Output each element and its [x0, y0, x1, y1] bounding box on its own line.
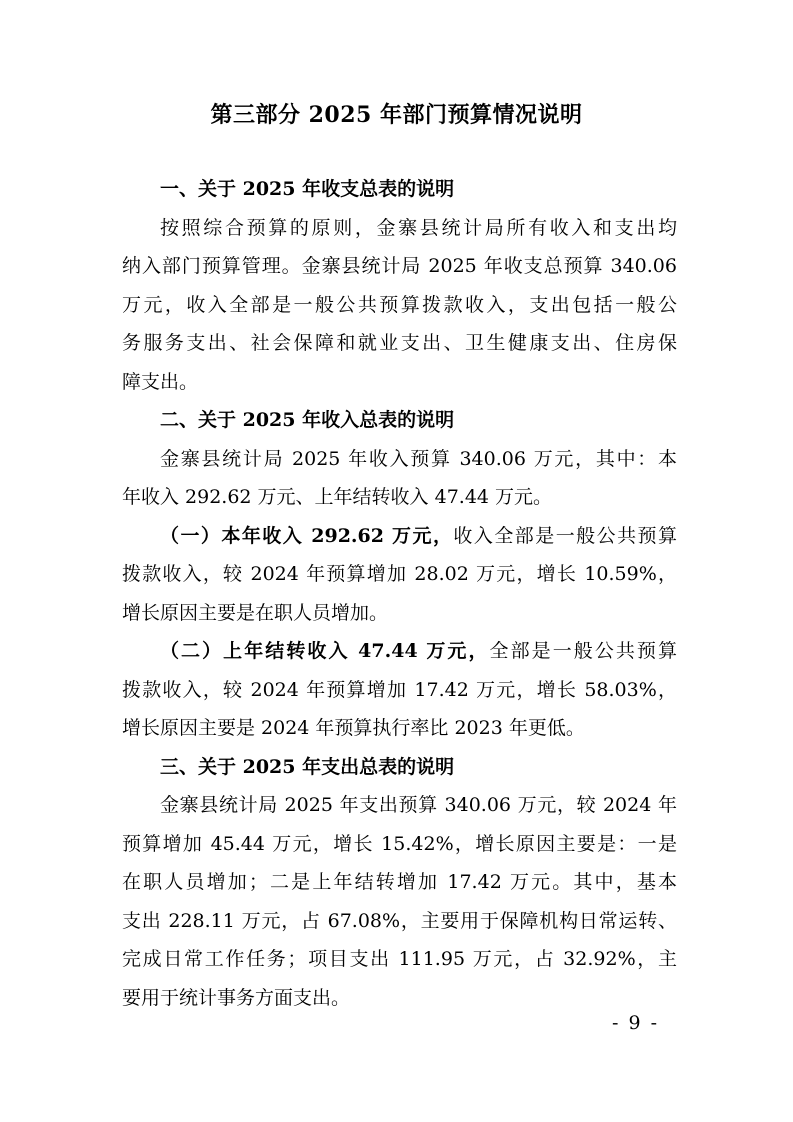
paragraph-line: 在职人员增加；二是上年结转增加 17.42 万元。其中，基本	[122, 871, 677, 893]
paragraph-line: 年收入 292.62 万元、上年结转收入 47.44 万元。	[122, 486, 553, 508]
subsection-label-2: （二）上年结转收入 47.44 万元，	[160, 640, 490, 662]
paragraph-line: 完成日常工作任务；项目支出 111.95 万元，占 32.92%，主	[122, 948, 677, 970]
section-heading-1: 一、关于 2025 年收支总表的说明	[160, 178, 455, 200]
paragraph-line: 纳入部门预算管理。金寨县统计局 2025 年收支总预算 340.06	[122, 255, 677, 277]
paragraph-line: 拨款收入，较 2024 年预算增加 28.02 万元，增长 10.59%，	[122, 563, 677, 585]
subsection-text: 收入全部是一般公共预算	[453, 524, 677, 547]
paragraph-line: 障支出。	[122, 370, 199, 393]
subsection-line-first	[122, 632, 677, 671]
paragraph-line: 金寨县统计局 2025 年收入预算 340.06 万元，其中：本	[160, 447, 677, 470]
paragraph-line: 要用于统计事务方面支出。	[122, 986, 351, 1009]
paragraph-line: 务服务支出、社会保障和就业支出、卫生健康支出、住房保	[122, 332, 677, 354]
subsection-text: 全部是一般公共预算	[489, 640, 677, 662]
subsection-line-first	[122, 517, 677, 556]
section-heading-2: 二、关于 2025 年收入总表的说明	[160, 409, 455, 431]
subsection-label-1: （一）本年收入 292.62 万元，	[160, 524, 454, 547]
page-number: - 9 -	[612, 1012, 660, 1034]
section-heading-3: 三、关于 2025 年支出总表的说明	[160, 755, 455, 778]
paragraph-line: 增长原因主要是 2024 年预算执行率比 2023 年更低。	[122, 717, 585, 739]
paragraph-line: 万元，收入全部是一般公共预算拨款收入，支出包括一般公	[122, 293, 677, 316]
paragraph-line: 按照综合预算的原则，金寨县统计局所有收入和支出均	[160, 216, 677, 239]
paragraph-line: 支出 228.11 万元，占 67.08%，主要用于保障机构日常运转、	[122, 909, 677, 932]
page-title: 第三部分 2025 年部门预算情况说明	[210, 102, 583, 128]
document-body	[122, 170, 677, 1017]
paragraph-line: 预算增加 45.44 万元，增长 15.42%，增长原因主要是：一是	[122, 832, 677, 855]
paragraph-line: 金寨县统计局 2025 年支出预算 340.06 万元，较 2024 年	[160, 794, 677, 816]
paragraph-line: 拨款收入，较 2024 年预算增加 17.42 万元，增长 58.03%，	[122, 678, 677, 701]
paragraph-line: 增长原因主要是在职人员增加。	[122, 601, 389, 624]
